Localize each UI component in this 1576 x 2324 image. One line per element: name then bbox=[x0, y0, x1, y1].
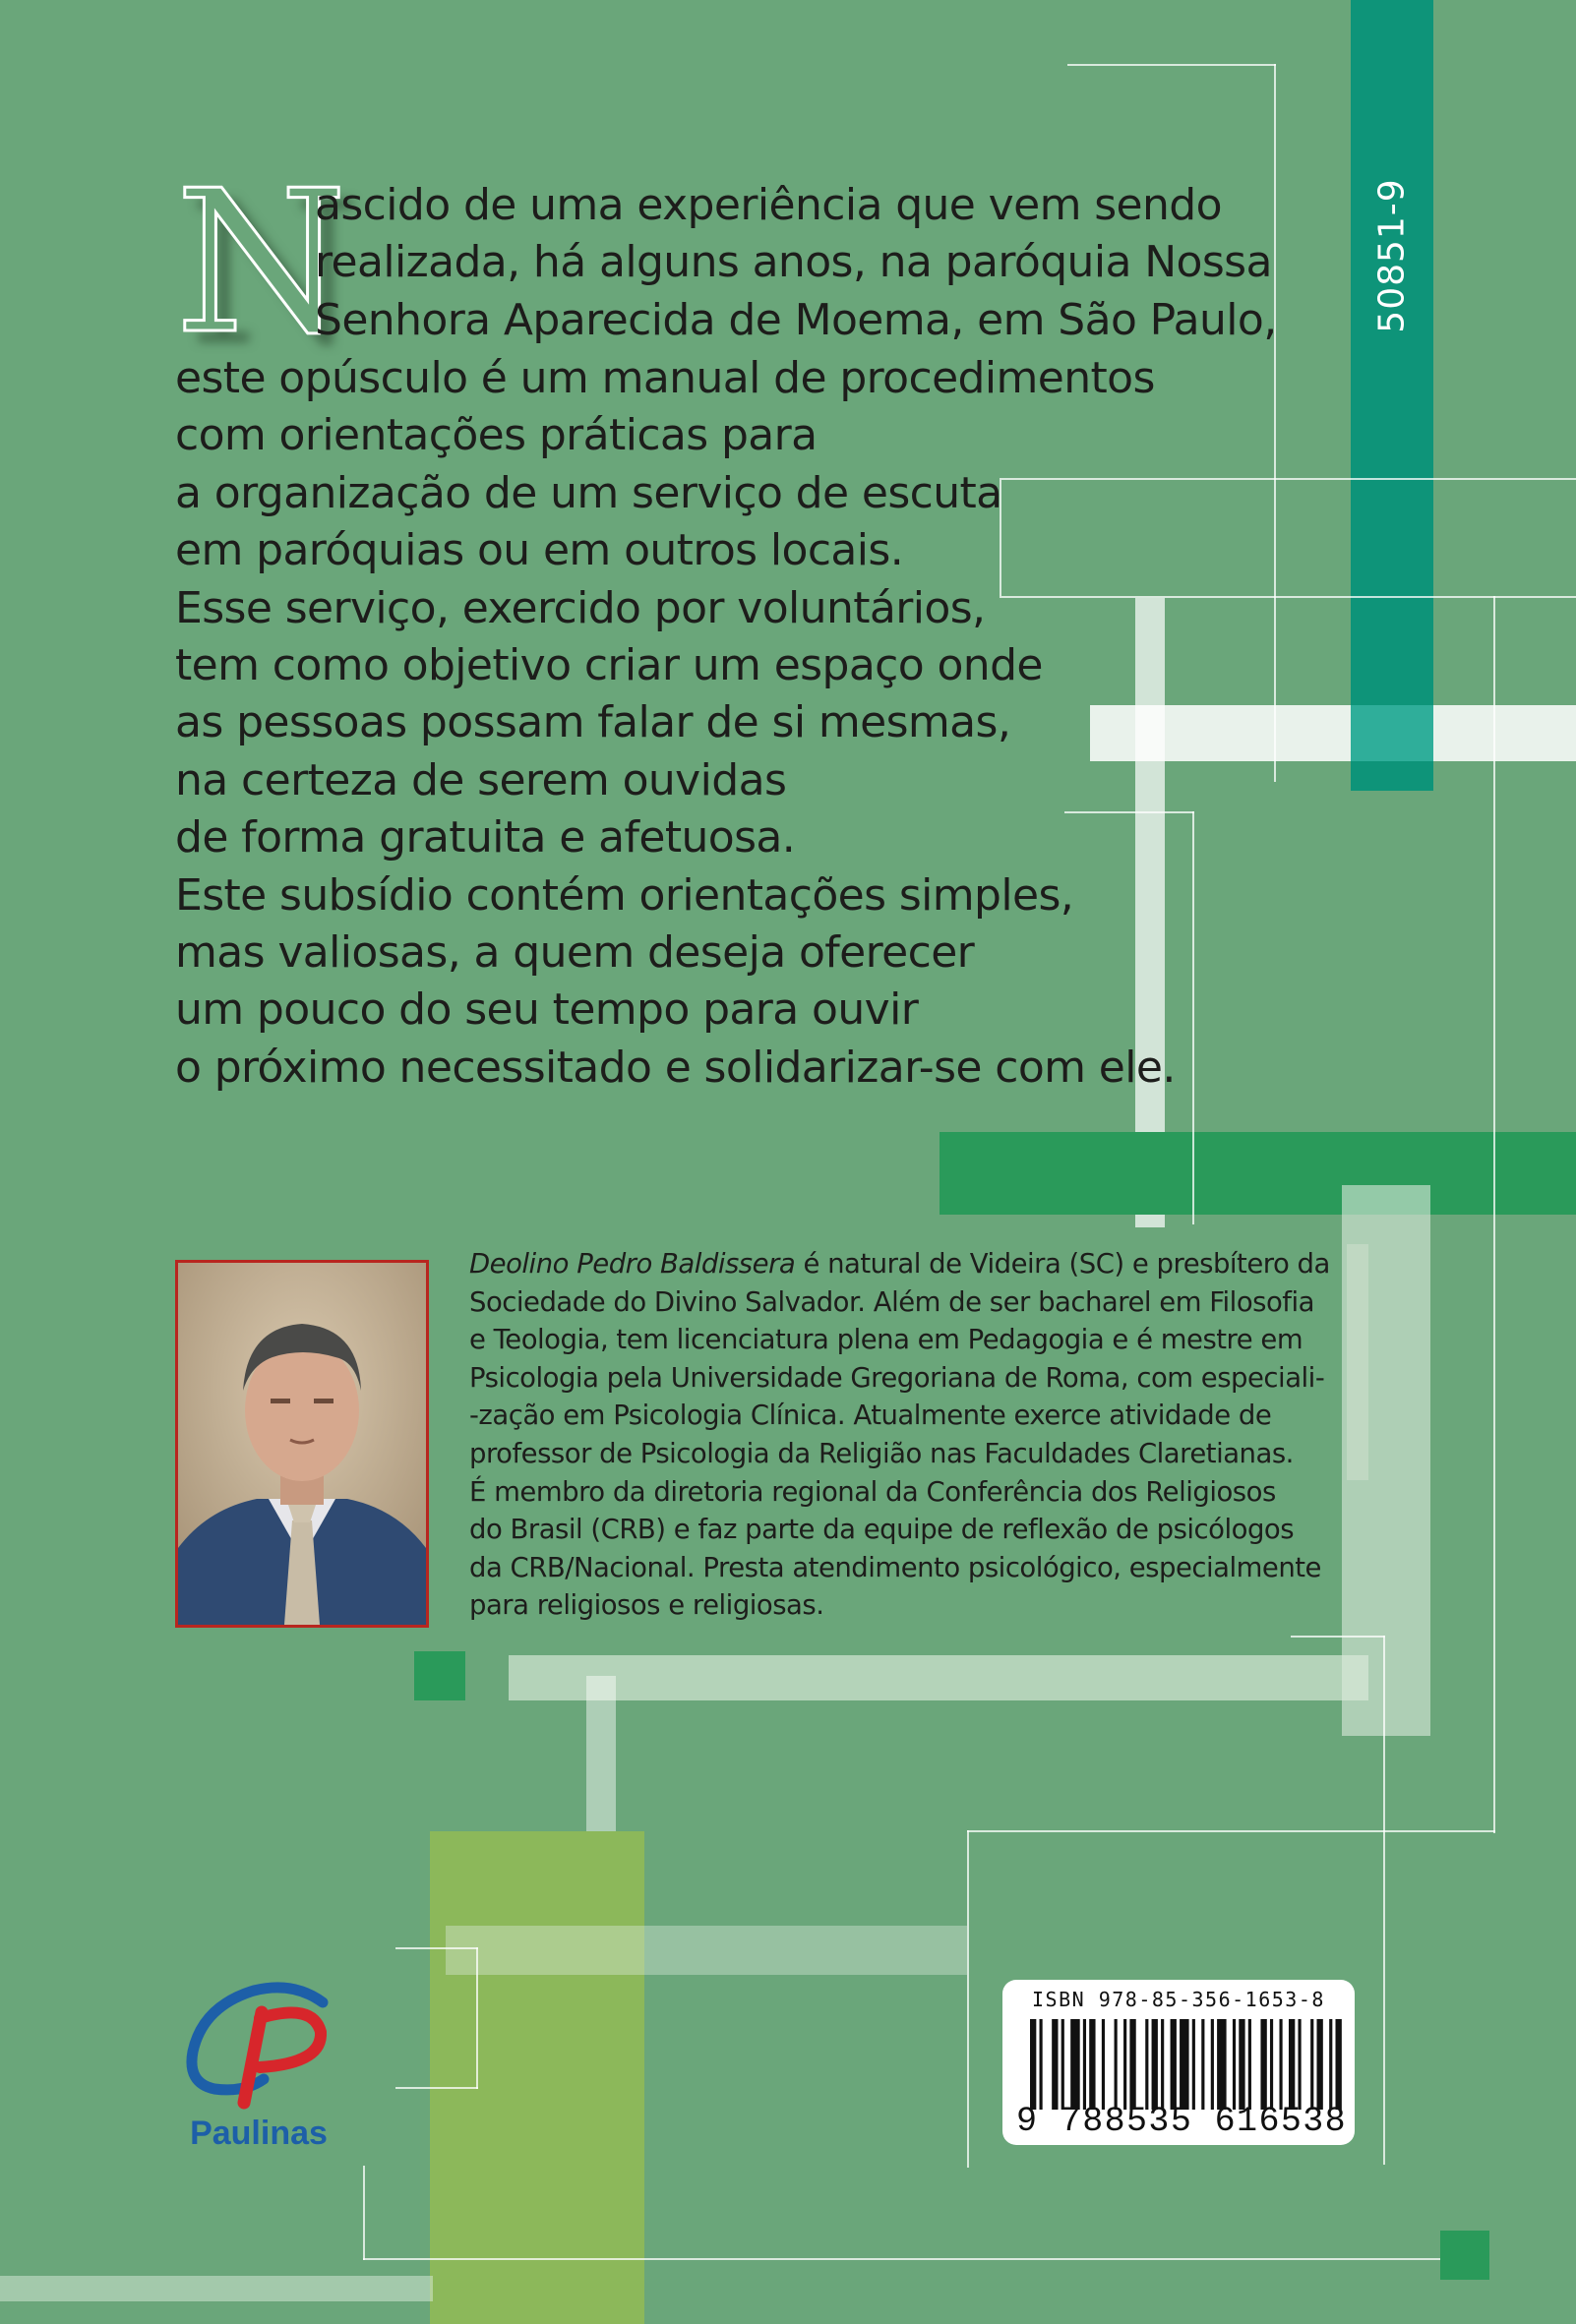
deco-pale-vbar-edge bbox=[1347, 1244, 1368, 1480]
barcode-bar bbox=[1180, 2019, 1189, 2110]
blurb-line: este opúsculo é um manual de procedimentos bbox=[175, 353, 1155, 403]
publisher-name: Paulinas bbox=[190, 2115, 328, 2152]
barcode-bar bbox=[1102, 2019, 1105, 2110]
deco-teal-bar bbox=[1351, 0, 1433, 791]
blurb-line: na certeza de serem ouvidas bbox=[175, 754, 787, 805]
catalog-code: 50851-9 bbox=[1371, 178, 1413, 333]
bio-line: professor de Psicologia da Religião nas Faculdades Claretianas. bbox=[469, 1437, 1294, 1469]
deco-line bbox=[1274, 64, 1276, 782]
author-portrait bbox=[178, 1263, 426, 1625]
blurb-line: um pouco do seu tempo para ouvir bbox=[175, 984, 919, 1036]
blurb-line: Senhora Aparecida de Moema, em São Paulo, bbox=[315, 294, 1277, 345]
bio-line: e Teologia, tem licenciatura plena em Pedagogia e é mestre em bbox=[469, 1324, 1303, 1356]
bio-line: -zação em Psicologia Clínica. Atualmente exerce atividade de bbox=[469, 1400, 1272, 1432]
barcode-bar bbox=[1239, 2019, 1244, 2110]
barcode-bar bbox=[1233, 2019, 1236, 2110]
deco-pale-hbar-bottom bbox=[0, 2276, 433, 2301]
barcode-bar bbox=[1336, 2019, 1342, 2110]
barcode-bar bbox=[1192, 2019, 1195, 2110]
deco-green-square-left bbox=[414, 1651, 465, 1700]
barcode-bar bbox=[1310, 2019, 1313, 2110]
blurb-line: com orientações práticas para bbox=[175, 410, 818, 461]
deco-line bbox=[395, 2087, 478, 2089]
deco-line bbox=[1383, 1636, 1385, 2165]
bio-line-rest: é natural de Videira (SC) e presbítero da bbox=[795, 1248, 1330, 1280]
barcode-bar bbox=[1070, 2019, 1080, 2110]
barcode-bar bbox=[1201, 2019, 1204, 2110]
blurb-line: realizada, há alguns anos, na paróquia Nossa bbox=[315, 237, 1272, 288]
blurb-line: Esse serviço, exercido por voluntários, bbox=[175, 582, 986, 633]
author-bio bbox=[469, 1245, 1330, 1625]
deco-green-square-corner bbox=[1440, 2231, 1489, 2280]
barcode-bar bbox=[1270, 2019, 1273, 2110]
paulinas-logo-icon bbox=[175, 1973, 342, 2111]
blurb-text bbox=[175, 149, 1277, 1097]
bio-line bbox=[469, 1245, 1330, 1283]
deco-line bbox=[1493, 596, 1495, 1833]
barcode-bar bbox=[1248, 2019, 1251, 2110]
deco-line bbox=[363, 2166, 365, 2260]
author-name: Deolino Pedro Baldissera bbox=[469, 1248, 796, 1280]
deco-line bbox=[1192, 811, 1194, 1224]
deco-pale-hbar-mid bbox=[509, 1655, 1368, 1700]
barcode-bars bbox=[1030, 2019, 1345, 2110]
barcode-bar bbox=[1316, 2019, 1322, 2110]
bio-line: para religiosos e religiosas. bbox=[469, 1589, 824, 1622]
deco-green-hbar bbox=[940, 1132, 1576, 1215]
barcode-bar bbox=[1298, 2019, 1301, 2110]
barcode-bar bbox=[1329, 2019, 1332, 2110]
barcode-bar bbox=[1123, 2019, 1126, 2110]
bio-line: Sociedade do Divino Salvador. Além de ser bacharel em Filosofia bbox=[469, 1285, 1314, 1318]
barcode-bar bbox=[1279, 2019, 1282, 2110]
deco-line bbox=[1067, 64, 1276, 66]
blurb-line: Este subsídio contém orientações simples, bbox=[175, 869, 1074, 921]
deco-lime-block bbox=[430, 1831, 644, 2324]
barcode-bar bbox=[1152, 2019, 1158, 2110]
barcode-bar bbox=[1289, 2019, 1295, 2110]
blurb-line: as pessoas possam falar de si mesmas, bbox=[175, 697, 1011, 748]
blurb-line: mas valiosas, a quem deseja oferecer bbox=[175, 927, 975, 979]
barcode-bar bbox=[1030, 2019, 1036, 2110]
deco-line bbox=[967, 1830, 969, 2168]
barcode-bar bbox=[1211, 2019, 1214, 2110]
deco-line bbox=[1291, 1636, 1385, 1638]
barcode-digits: 9 788535 616538 bbox=[1016, 2102, 1348, 2141]
deco-line bbox=[967, 1830, 1495, 1832]
isbn-barcode bbox=[1002, 1980, 1355, 2145]
barcode-bar bbox=[1115, 2019, 1118, 2110]
blurb-line: o próximo necessitado e solidarizar-se com ele. bbox=[175, 1042, 1176, 1093]
deco-line bbox=[476, 1947, 478, 2089]
deco-line bbox=[363, 2258, 1440, 2260]
blurb-line: em paróquias ou em outros locais. bbox=[175, 525, 904, 576]
blurb-line: ascido de uma experiência que vem sendo bbox=[315, 180, 1222, 230]
barcode-bar bbox=[1171, 2019, 1177, 2110]
barcode-bar bbox=[1089, 2019, 1095, 2110]
bio-line: da CRB/Nacional. Presta atendimento psicológico, especialmente bbox=[469, 1551, 1321, 1583]
bio-line: É membro da diretoria regional da Conferência dos Religiosos bbox=[469, 1475, 1276, 1508]
blurb-line: a organização de um serviço de escuta bbox=[175, 467, 1002, 518]
deco-teal-overlap bbox=[1351, 705, 1433, 761]
barcode-bar bbox=[1052, 2019, 1058, 2110]
deco-line bbox=[395, 1947, 478, 1949]
barcode-bar bbox=[1217, 2019, 1227, 2110]
barcode-bar bbox=[1040, 2019, 1043, 2110]
barcode-bar bbox=[1260, 2019, 1266, 2110]
bio-line: do Brasil (CRB) e faz parte da equipe de reflexão de psicólogos bbox=[469, 1514, 1295, 1546]
blurb-line: tem como objetivo criar um espaço onde bbox=[175, 640, 1043, 691]
bio-line: Psicologia pela Universidade Gregoriana de Roma, com especiali- bbox=[469, 1361, 1325, 1394]
deco-pale-hbar-low bbox=[446, 1926, 967, 1975]
drop-cap: N bbox=[175, 149, 347, 378]
barcode-bar bbox=[1161, 2019, 1164, 2110]
author-photo bbox=[175, 1260, 429, 1628]
barcode-bar bbox=[1061, 2019, 1064, 2110]
barcode-bar bbox=[1129, 2019, 1135, 2110]
barcode-bar bbox=[1145, 2019, 1148, 2110]
barcode-bar bbox=[1083, 2019, 1086, 2110]
isbn-label: ISBN 978-85-356-1653-8 bbox=[1032, 1988, 1325, 2011]
blurb-line: de forma gratuita e afetuosa. bbox=[175, 812, 796, 864]
publisher-logo bbox=[175, 1973, 352, 2160]
